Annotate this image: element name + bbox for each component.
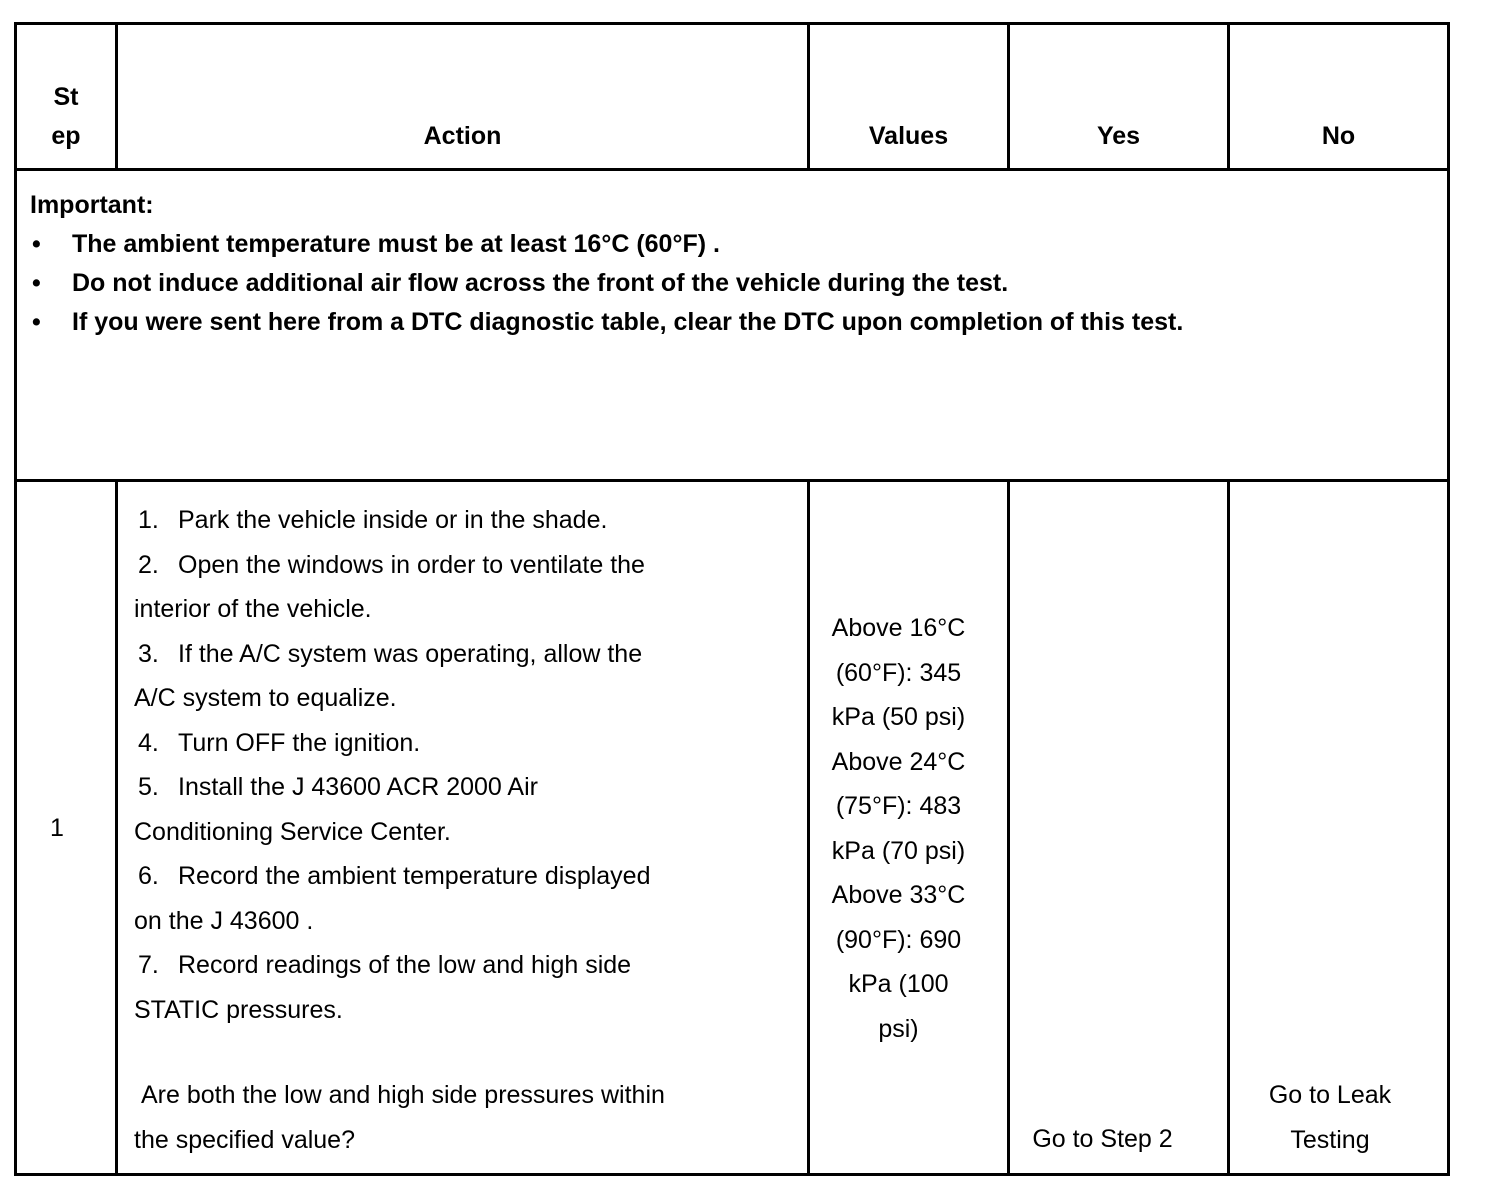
question-line2: the specified value? [134,1125,355,1154]
col-divider-yes [1227,479,1230,1176]
values-line: kPa (100 [848,970,949,998]
important-label: Important: [30,191,154,219]
values-line: (60°F): 345 [835,658,962,687]
header-divider [14,168,1450,171]
important-bullet-text: The ambient temperature must be at least 16°C (60°F) . [72,230,720,258]
action-item-text: Park the vehicle inside or in the shade. [178,506,608,534]
no-result-line1: Go to Leak [1268,1081,1392,1109]
values-line: Above 24°C [831,747,966,776]
yes-result[interactable]: Go to Step 2 [1032,1125,1173,1153]
action-item-continuation: STATIC pressures. [134,995,343,1024]
question [134,1073,804,1162]
important-bullet [30,264,1430,303]
no-result-line2: Testing [1290,1125,1370,1154]
no-result[interactable] [1230,1073,1430,1162]
action-item-continuation: interior of the vehicle. [134,595,372,623]
col-divider-step [115,479,118,1176]
action-item-number: 4. [138,728,159,757]
action-item-text: If the A/C system was operating, allow the [178,639,643,668]
action-item-number: 5. [138,773,159,801]
header-values: Values [868,122,949,150]
header-step [17,78,115,156]
action-item-number: 6. [138,862,159,890]
values-line: Above 16°C [831,614,966,642]
values-line: (90°F): 690 [835,925,962,954]
action-item-number: 3. [138,639,159,668]
bullet-icon: • [32,230,41,258]
bullet-icon: • [32,269,41,297]
header-step-line2: ep [51,122,81,150]
action-item [134,765,794,810]
important-bullet-text: Do not induce additional air flow across the front of the vehicle during the test. [72,269,1009,297]
action-item-number: 7. [138,951,159,979]
header-step-line1: St [53,83,79,111]
important-notice [30,186,1430,342]
values-line: (75°F): 483 [835,792,962,820]
action-item-text: Install the J 43600 ACR 2000 Air [178,773,538,801]
table-border-left [14,22,17,1176]
important-bullet [30,303,1430,342]
action-item [134,543,794,588]
step-number: 1 [50,814,64,842]
action-item [134,632,794,677]
values-line: kPa (50 psi) [831,703,966,731]
table-border-right [1447,22,1450,1176]
header-action: Action [423,122,502,150]
action-item-text: Record readings of the low and high side [178,951,632,979]
values-text [810,606,987,1051]
action-item-continuation: A/C system to equalize. [134,684,397,712]
action-item-continuation: on the J 43600 . [134,906,314,935]
action-item-number: 2. [138,550,159,579]
important-divider [14,479,1450,482]
question-line1: Are both the low and high side pressures within [141,1081,665,1109]
table-border-top [14,22,1450,25]
diagnostic-table [14,22,1450,1176]
action-item [134,498,794,543]
header-no: No [1321,122,1356,150]
col-divider-values [1007,479,1010,1176]
important-bullet-text: If you were sent here from a DTC diagnostic table, clear the DTC upon completion of this test. [72,308,1184,336]
action-item-text: Turn OFF the ignition. [178,728,421,757]
action-item-text: Record the ambient temperature displayed [178,862,651,890]
action-item [134,854,794,899]
action-item [134,943,794,988]
table-border-bottom [14,1173,1450,1176]
action-item-number: 1. [138,506,159,534]
values-line: psi) [878,1014,919,1043]
action-item-continuation: Conditioning Service Center. [134,817,451,846]
action-item [134,721,794,766]
header-yes: Yes [1096,122,1141,150]
values-line: Above 33°C [831,881,966,909]
important-bullet [30,225,1430,264]
action-list [134,498,794,1032]
action-item-text: Open the windows in order to ventilate the [178,550,645,579]
values-line: kPa (70 psi) [831,836,966,865]
bullet-icon: • [32,308,41,336]
